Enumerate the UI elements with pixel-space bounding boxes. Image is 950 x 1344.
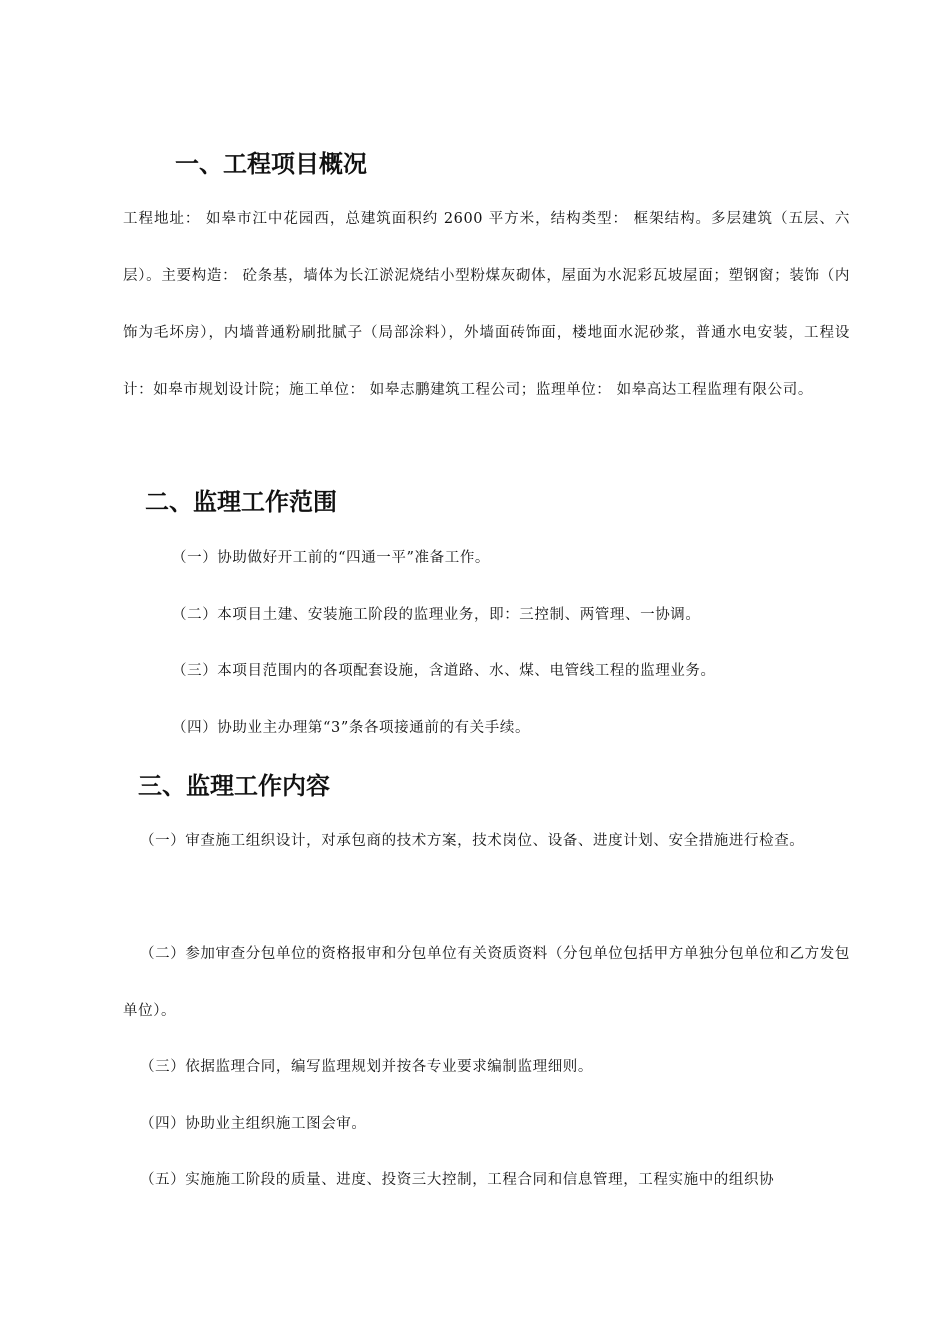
scope-item-3: （三）本项目范围内的各项配套设施，含道路、水、煤、电管线工程的监理业务。 <box>172 663 716 679</box>
content-item-1: （一）审查施工组织设计，对承包商的技术方案，技术岗位、设备、进度计划、安全措施进行检查。 <box>140 833 805 849</box>
section-heading-supervision-content: 三、监理工作内容 <box>138 772 330 800</box>
content-item-4: （四）协助业主组织施工图会审。 <box>140 1116 367 1132</box>
project-overview-paragraph: 工程地址： 如皋市江中花园西，总建筑面积约 2600 平方米，结构类型： 框架结构。多层建筑（五层、六层）。主要构造： 砼条基，墙体为长江淤泥烧结小型粉煤灰砌体，屋面为水泥彩瓦坡屋面；塑钢窗；装饰（内饰为毛坏房），内墙普通粉刷批腻子（局部涂料），外墙面砖饰面，楼地面水泥砂浆，普通水电安装，工程设计：如皋市规划设计院；施工单位： 如皋志鹏建筑工程公司；监理单位： 如皋高达工程监理有限公司。 <box>123 211 850 398</box>
scope-item-4: （四）协助业主办理第“3”条各项接通前的有关手续。 <box>172 720 531 736</box>
content-item-2: （二）参加审查分包单位的资格报审和分包单位有关资质资料（分包单位包括甲方单独分包单位和乙方发包单位）。 <box>123 946 850 1019</box>
content-item-3: （三）依据监理合同，编写监理规划并按各专业要求编制监理细则。 <box>140 1059 593 1075</box>
section-heading-project-overview: 一、工程项目概况 <box>175 150 367 178</box>
scope-item-1: （一）协助做好开工前的“四通一平”准备工作。 <box>172 550 491 566</box>
scope-item-2: （二）本项目土建、安装施工阶段的监理业务，即：三控制、两管理、一协调。 <box>172 607 701 623</box>
section-heading-supervision-scope: 二、监理工作范围 <box>145 488 337 516</box>
content-item-5: （五）实施施工阶段的质量、进度、投资三大控制，工程合同和信息管理，工程实施中的组织协 <box>140 1172 775 1188</box>
